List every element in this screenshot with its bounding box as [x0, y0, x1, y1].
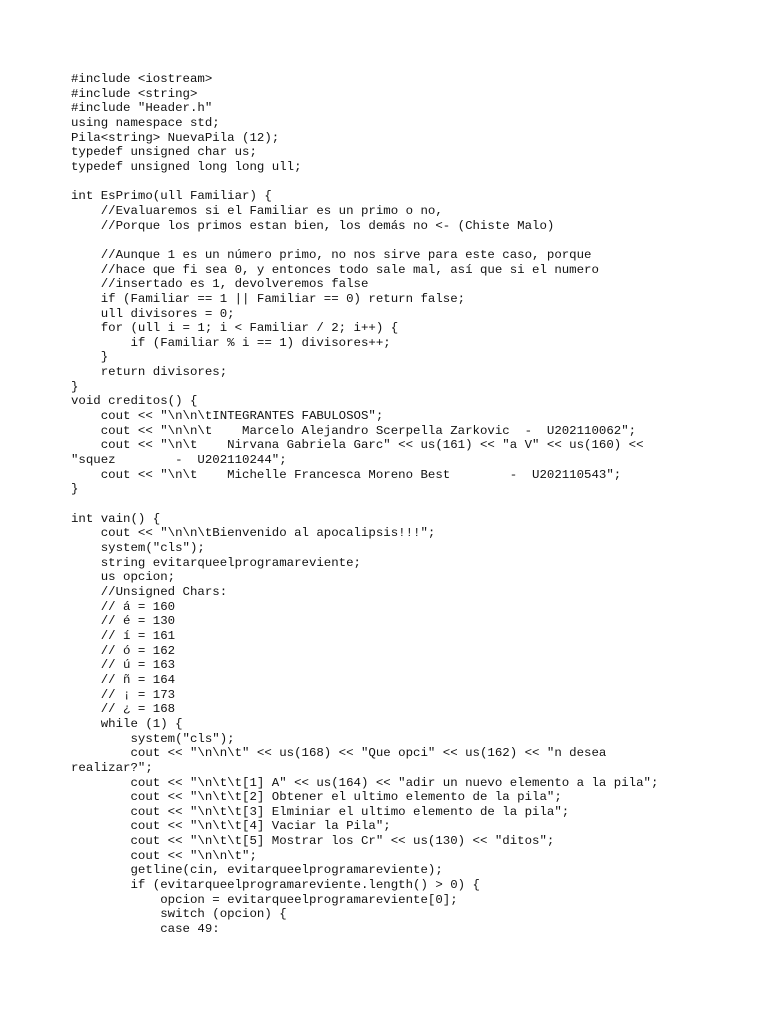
code-line: // ¡ = 173 [71, 687, 176, 702]
code-line: //Porque los primos estan bien, los demás no <- (Chiste Malo) [71, 218, 555, 233]
code-line: if (Familiar == 1 || Familiar == 0) return false; [71, 291, 466, 306]
code-line: //Unsigned Chars: [71, 584, 228, 599]
code-line [71, 233, 731, 248]
code-line: //Evaluaremos si el Familiar es un primo o no, [71, 203, 443, 218]
code-line: if (evitarqueelprogramareviente.length() > 0) { [71, 878, 480, 893]
code-line [71, 175, 731, 190]
code-line: // ú = 163 [71, 658, 176, 673]
code-line: // í = 161 [71, 628, 176, 643]
source-code-listing [71, 72, 731, 937]
code-line: system("cls"); [71, 731, 235, 746]
code-line: system("cls"); [71, 541, 205, 555]
code-line: //hace que fi sea 0, y entonces todo sale mal, así que si el numero [71, 262, 599, 277]
code-line: // é = 130 [71, 614, 176, 629]
code-line: void creditos() { [71, 394, 198, 409]
code-line: } [71, 482, 79, 497]
code-line: cout << "\n\t\t[4] Vaciar la Pila"; [71, 819, 391, 834]
code-line: string evitarqueelprogramareviente; [71, 555, 361, 570]
code-line: case 49: [71, 922, 220, 937]
code-line: int vain() { [71, 511, 161, 526]
code-line: realizar?"; [71, 760, 153, 775]
code-line: cout << "\n\n\tBienvenido al apocalipsis!!!"; [71, 526, 436, 541]
code-line: typedef unsigned long long ull; [71, 159, 302, 174]
code-line: // ó = 162 [71, 643, 176, 658]
code-line: } [71, 350, 109, 365]
code-line: cout << "\n\t\t[2] Obtener el ultimo elemento de la pila"; [71, 790, 562, 805]
code-line: // ñ = 164 [71, 672, 176, 687]
code-line: cout << "\n\n\tINTEGRANTES FABULOSOS"; [71, 409, 384, 424]
code-line: opcion = evitarqueelprogramareviente[0]; [71, 892, 458, 907]
code-line: cout << "\n\n\t" << us(168) << "Que opci" << us(162) << "n desea [71, 746, 607, 761]
code-line: cout << "\n\t Nirvana Gabriela Garc" << us(161) << "a V" << us(160) << [71, 438, 644, 453]
code-line: cout << "\n\n\t Marcelo Alejandro Scerpella Zarkovic - U202110062"; [71, 423, 637, 438]
code-line: switch (opcion) { [71, 907, 287, 922]
code-line: #include "Header.h" [71, 101, 213, 116]
code-line: Pila<string> NuevaPila (12); [71, 130, 280, 145]
code-line: typedef unsigned char us; [71, 145, 257, 160]
code-line: // ¿ = 168 [71, 702, 176, 717]
code-line: ull divisores = 0; [71, 306, 235, 321]
code-line: #include <iostream> [71, 72, 213, 86]
code-line: cout << "\n\n\t"; [71, 848, 257, 863]
code-line: us opcion; [71, 570, 176, 585]
code-line: cout << "\n\t\t[1] A" << us(164) << "adir un nuevo elemento a la pila"; [71, 775, 659, 790]
code-line: #include <string> [71, 86, 198, 101]
code-line: getline(cin, evitarqueelprogramareviente); [71, 863, 443, 878]
code-line: cout << "\n\t\t[3] Elminiar el ultimo elemento de la pila"; [71, 804, 570, 819]
code-line: if (Familiar % i == 1) divisores++; [71, 335, 391, 350]
code-line: "squez - U202110244"; [71, 453, 287, 468]
code-line: // á = 160 [71, 599, 176, 614]
code-line: //Aunque 1 es un número primo, no nos sirve para este caso, porque [71, 247, 592, 262]
code-line: while (1) { [71, 716, 183, 731]
code-line: cout << "\n\t Michelle Francesca Moreno Best - U202110543"; [71, 467, 622, 482]
code-line: } [71, 379, 79, 394]
code-line: cout << "\n\t\t[5] Mostrar los Cr" << us(130) << "ditos"; [71, 834, 555, 849]
code-line: using namespace std; [71, 115, 220, 130]
code-line: for (ull i = 1; i < Familiar / 2; i++) { [71, 321, 399, 336]
code-line: //insertado es 1, devolveremos false [71, 277, 369, 292]
code-line: int EsPrimo(ull Familiar) { [71, 189, 272, 204]
code-line: return divisores; [71, 365, 228, 380]
code-line [71, 497, 731, 512]
